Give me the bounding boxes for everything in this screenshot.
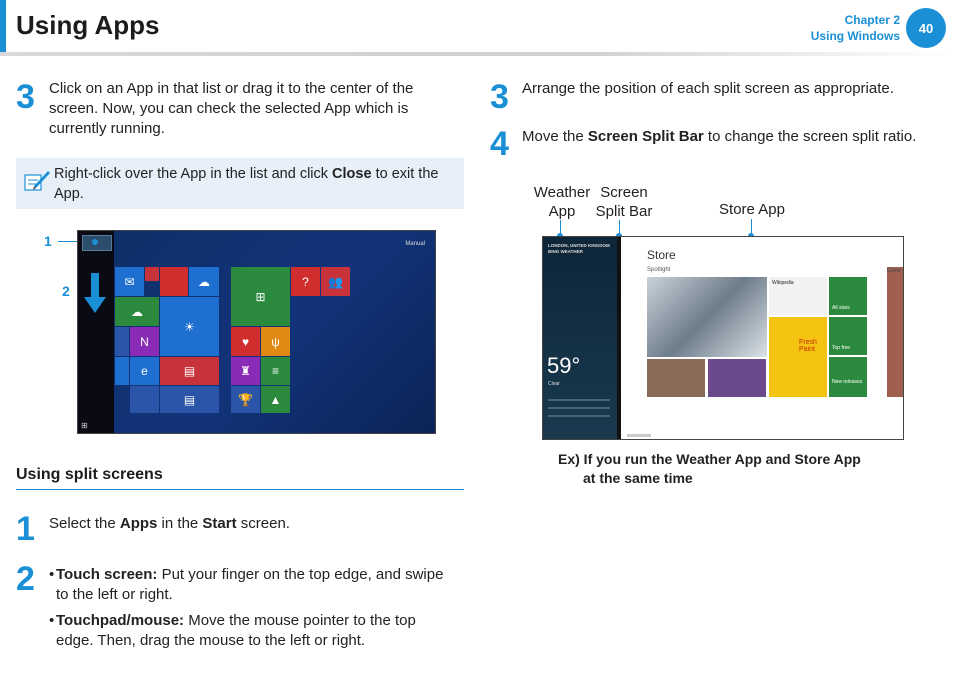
page-title: Using Apps	[16, 10, 160, 40]
drag-down-arrow-icon	[84, 273, 106, 313]
step-text: Move the Screen Split Bar to change the screen split ratio.	[522, 128, 917, 145]
split-screen-screenshot	[542, 236, 904, 440]
tile-onenote: N	[130, 327, 159, 356]
tile-games: ♜	[231, 357, 260, 385]
store-spotlight-tile	[647, 277, 767, 357]
store-scrollbar[interactable]	[627, 434, 651, 437]
tile-reading: ≡	[261, 357, 290, 385]
store-games-label: Game	[887, 268, 901, 274]
step-text: Select the Apps in the Start screen.	[49, 515, 290, 532]
windows-logo-icon: ⊞	[81, 421, 88, 430]
weather-location: LONDON, UNITED KINGDOM BING WEATHER	[548, 243, 610, 254]
user-name: Manual	[405, 241, 425, 247]
step-number: 2	[16, 560, 35, 598]
callout-number-1: 1	[44, 233, 52, 249]
forecast-row	[548, 399, 610, 401]
store-tile-new-releases: New releases	[829, 357, 867, 397]
tile-finance: ▲	[261, 386, 290, 413]
tile-help: ?	[291, 267, 320, 296]
tile-weather: ☀	[160, 297, 219, 356]
section-title: Using split screens	[16, 466, 163, 483]
step-number: 1	[16, 510, 35, 548]
callout-dot-1	[92, 239, 98, 245]
label-screen-split-bar: Screen Split Bar	[595, 184, 653, 220]
tile-video	[145, 267, 159, 281]
tile-news: ▤	[160, 357, 219, 385]
start-screen-screenshot	[77, 230, 436, 434]
tile-people: 👥	[321, 267, 350, 296]
figure-caption: Ex) If you run the Weather App and Store App at the same time	[558, 451, 861, 486]
note-text: Right-click over the App in the list and click Close to exit the App.	[54, 166, 439, 202]
header-rule	[0, 52, 954, 56]
store-tile-all-stars: All stars	[829, 277, 867, 315]
tile-sport: 🏆	[231, 386, 260, 413]
bullet-touchpad-mouse: • Touchpad/mouse: Move the mouse pointer to the top edge. Then, drag the mouse to the left or right.	[49, 612, 416, 649]
forecast-row	[548, 407, 610, 409]
tile-music	[160, 267, 188, 296]
tile-mail: ✉	[115, 267, 144, 296]
tile-small	[115, 327, 129, 356]
step-number: 3	[490, 78, 509, 116]
step-number: 3	[16, 78, 35, 116]
weather-condition: Clear	[548, 381, 560, 387]
store-tile-fresh-paint: Fresh Paint	[769, 317, 827, 397]
app-switch-list	[78, 231, 114, 434]
page-number-badge: 40	[906, 8, 946, 48]
weather-app-pane	[543, 237, 617, 440]
page-header	[0, 0, 954, 56]
tile-skydrive: ☁	[115, 297, 159, 326]
callout-number-2: 2	[62, 283, 70, 299]
store-tile-app	[647, 359, 705, 397]
note-pencil-icon	[22, 166, 52, 194]
label-weather-app: Weather App	[533, 184, 591, 220]
store-tile-top-free: Top free	[829, 317, 867, 355]
tile-food: ψ	[261, 327, 290, 356]
forecast-row	[548, 415, 610, 417]
store-title: Store	[647, 248, 676, 262]
label-store-app: Store App	[719, 201, 785, 218]
tile-health: ♥	[231, 327, 260, 356]
store-tile-app	[708, 359, 766, 397]
tile-ie: e	[130, 357, 159, 385]
bullet-touch-screen: • Touch screen: Put your finger on the top edge, and swipe to the left or right.	[49, 566, 444, 603]
tile-reader: ▤	[160, 386, 219, 413]
section-rule	[16, 489, 464, 490]
tile-small	[130, 386, 159, 413]
tile-weather-small: ☁	[189, 267, 219, 296]
tile-small	[115, 357, 129, 385]
chapter-label: Chapter 2	[844, 13, 900, 27]
store-spotlight: Spotlight	[647, 267, 671, 273]
step-number: 4	[490, 125, 509, 163]
chapter-info	[811, 12, 900, 44]
store-tile-wikipedia: Wikipedia	[769, 277, 827, 315]
store-games-column	[887, 267, 904, 397]
note-box	[16, 158, 464, 209]
step-text: Arrange the position of each split screen as appropriate.	[522, 80, 894, 97]
store-app-pane	[621, 237, 904, 440]
tile-store: ⊞	[231, 267, 290, 326]
header-accent-bar	[0, 0, 6, 52]
step-text: Click on an App in that list or drag it to the center of the screen. Now, you can check the selected App which is currently running.	[49, 80, 414, 137]
weather-temperature: 59°	[547, 353, 581, 378]
chapter-title: Using Windows	[810, 29, 900, 43]
